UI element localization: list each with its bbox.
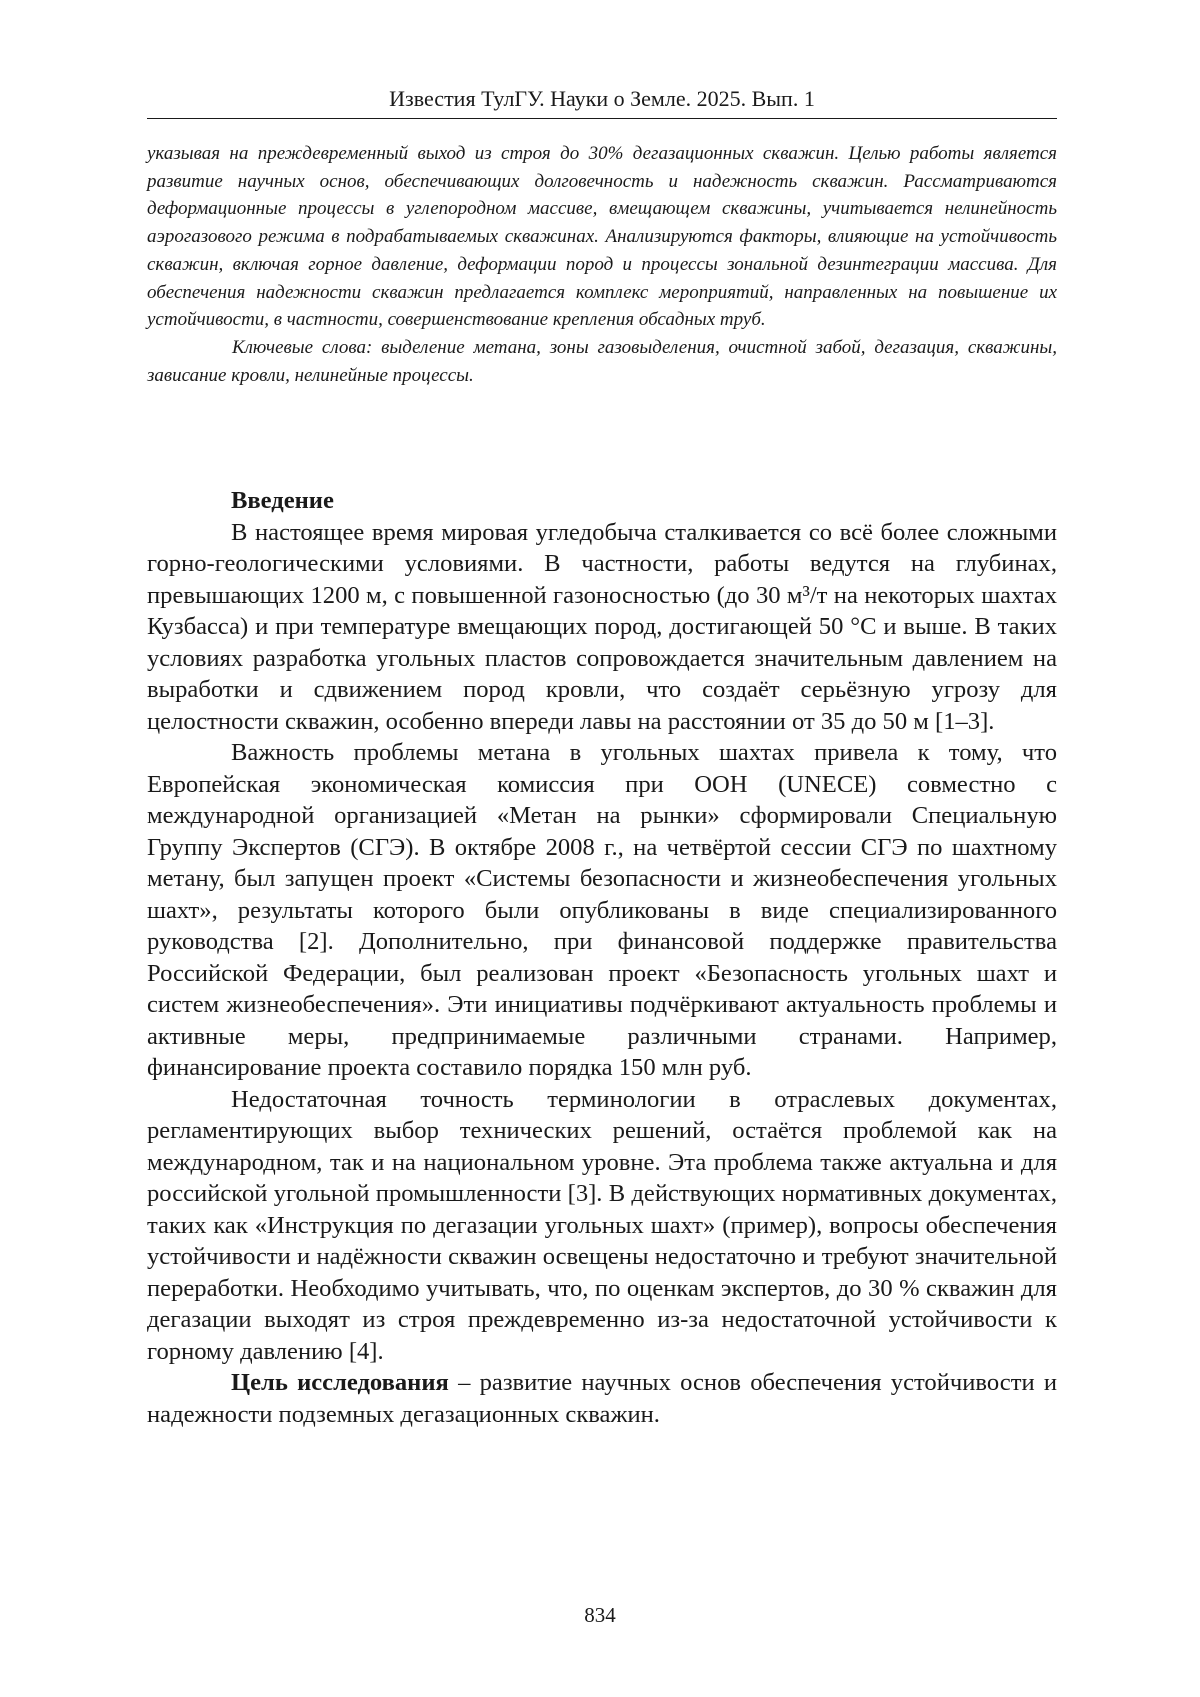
abstract-text: указывая на преждевременный выход из строя до 30% дегазационных скважин. Целью работы является развитие научных основ, обеспечивающих долговечность и надежность скважин. Рассматриваются деформационные процессы в углепородном массиве, вмещающем скважины, учитывается нелинейность аэрогазового режима в подрабатываемых скважинах. Анализируются факторы, влияющие на устойчивость скважин, включая горное давление, деформации пород и процессы зональной дезинтеграции массива. Для обеспечения надежности скважин предлагается комплекс мероприятий, направленных на повышение их устойчивости, в частности, совершенствование крепления обсадных труб. [147,143,1057,331]
abstract [147,140,1057,389]
running-header: Известия ТулГУ. Науки о Земле. 2025. Вып. 1 [389,86,815,111]
paragraph: Недостаточная точность терминологии в отраслевых документах, регламентирующих выбор технических решений, остаётся проблемой как на международном, так и на национальном уровне. Эта проблема также актуальна и для российской угольной промышленности [3]. В действующих нормативных документах, таких как «Инструкция по дегазации угольных шахт» (пример), вопросы обеспечения устойчивости и надёжности скважин освещены недостаточно и требуют значительной переработки. Необходимо учитывать, что, по оценкам экспертов, до 30 % скважин для дегазации выходят из строя преждевременно из-за недостаточной устойчивости к горному давлению [4]. [147,1085,1057,1365]
goal-label: Цель исследования [231,1369,449,1396]
keywords: Ключевые слова: выделение метана, зоны газовыделения, очистной забой, дегазация, скважины, зависание кровли, нелинейные процессы. [147,336,1057,386]
header-divider [147,118,1057,119]
paragraph: Важность проблемы метана в угольных шахтах привела к тому, что Европейская экономическая комиссия при ООН (UNECE) совместно с международной организацией «Метан на рынки» сформировали Специальную Группу Экспертов (СГЭ). В октябре 2008 г., на четвёртой сессии СГЭ по шахтному метану, был запущен проект «Системы безопасности и жизнеобеспечения угольных шахт», результаты которого были опубликованы в виде специализированного руководства [2]. Дополнительно, при финансовой поддержке правительства Российской Федерации, был реализован проект «Безопасность угольных шахт и систем жизнеобеспечения». Эти инициативы подчёркивают актуальность проблемы и активные меры, предпринимаемые различными странами. Например, финансирование проекта составило порядка 150 млн руб. [147,739,1057,1081]
paragraph: В настоящее время мировая угледобыча сталкивается со всё более сложными горно-геологическими условиями. В частности, работы ведутся на глубинах, превышающих 1200 м, с повышенной газоносностью (до 30 м³/т на некоторых шахтах Кузбасса) и при температуре вмещающих пород, достигающей 50 °С и выше. В таких условиях разработка угольных пластов сопровождается значительным давлением на выработки и сдвижением пород кровли, что создаёт серьёзную угрозу для целостности скважин, особенно впереди лавы на расстоянии от 35 до 50 м [1–3]. [147,518,1057,735]
article-body [147,485,1057,1430]
goal-text: – развитие научных основ обеспечения устойчивости и надежности подземных дегазационных скважин. [147,1369,1058,1428]
goal-paragraph [147,1367,1057,1430]
section-heading: Введение [231,487,334,514]
page-number: 834 [584,1603,616,1627]
